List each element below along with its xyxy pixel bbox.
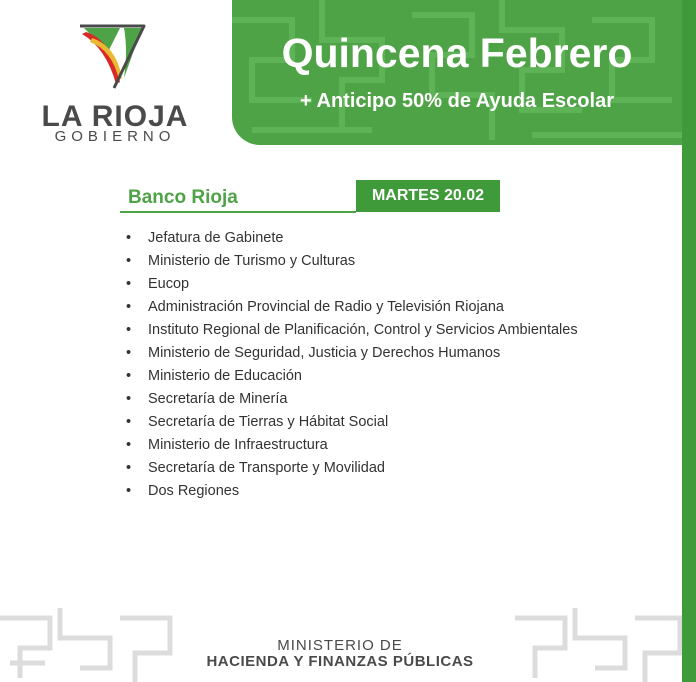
list-item: • Secretaría de Minería: [126, 391, 288, 407]
list-item: • Secretaría de Transporte y Movilidad: [126, 460, 385, 476]
right-green-strip: [682, 0, 696, 682]
ministry-name: HACIENDA Y FINANZAS PÚBLICAS: [206, 653, 474, 670]
page-title: Quincena Febrero: [281, 30, 633, 76]
list-item: • Ministerio de Seguridad, Justicia y Derechos Humanos: [126, 345, 501, 361]
list-item: • Instituto Regional de Planificación, Control y Servicios Ambientales: [126, 322, 578, 338]
ministry-label: MINISTERIO DE: [277, 637, 403, 654]
brand-name: LA RIOJA: [41, 100, 189, 133]
list-item: • Dos Regiones: [126, 483, 240, 499]
brand-subtitle: GOBIERNO: [54, 128, 176, 145]
divider: [120, 211, 356, 213]
footer-pattern-right: [515, 608, 682, 682]
la-rioja-logo-icon: [72, 20, 152, 92]
date-badge: MARTES 20.02: [356, 180, 500, 212]
list-item: • Eucop: [126, 276, 190, 292]
list-item: • Jefatura de Gabinete: [126, 230, 284, 246]
entity-list: [120, 227, 578, 503]
list-item: • Administración Provincial de Radio y Televisión Riojana: [126, 299, 504, 315]
bank-name: Banco Rioja: [128, 187, 238, 208]
list-item: • Ministerio de Educación: [126, 368, 302, 384]
list-item: • Secretaría de Tierras y Hábitat Social: [126, 414, 389, 430]
list-item: • Ministerio de Turismo y Culturas: [126, 253, 356, 269]
page-subtitle: + Anticipo 50% de Ayuda Escolar: [300, 90, 614, 112]
header-banner: [232, 0, 682, 145]
list-item: • Ministerio de Infraestructura: [126, 437, 328, 453]
footer-pattern-left: [0, 608, 175, 682]
